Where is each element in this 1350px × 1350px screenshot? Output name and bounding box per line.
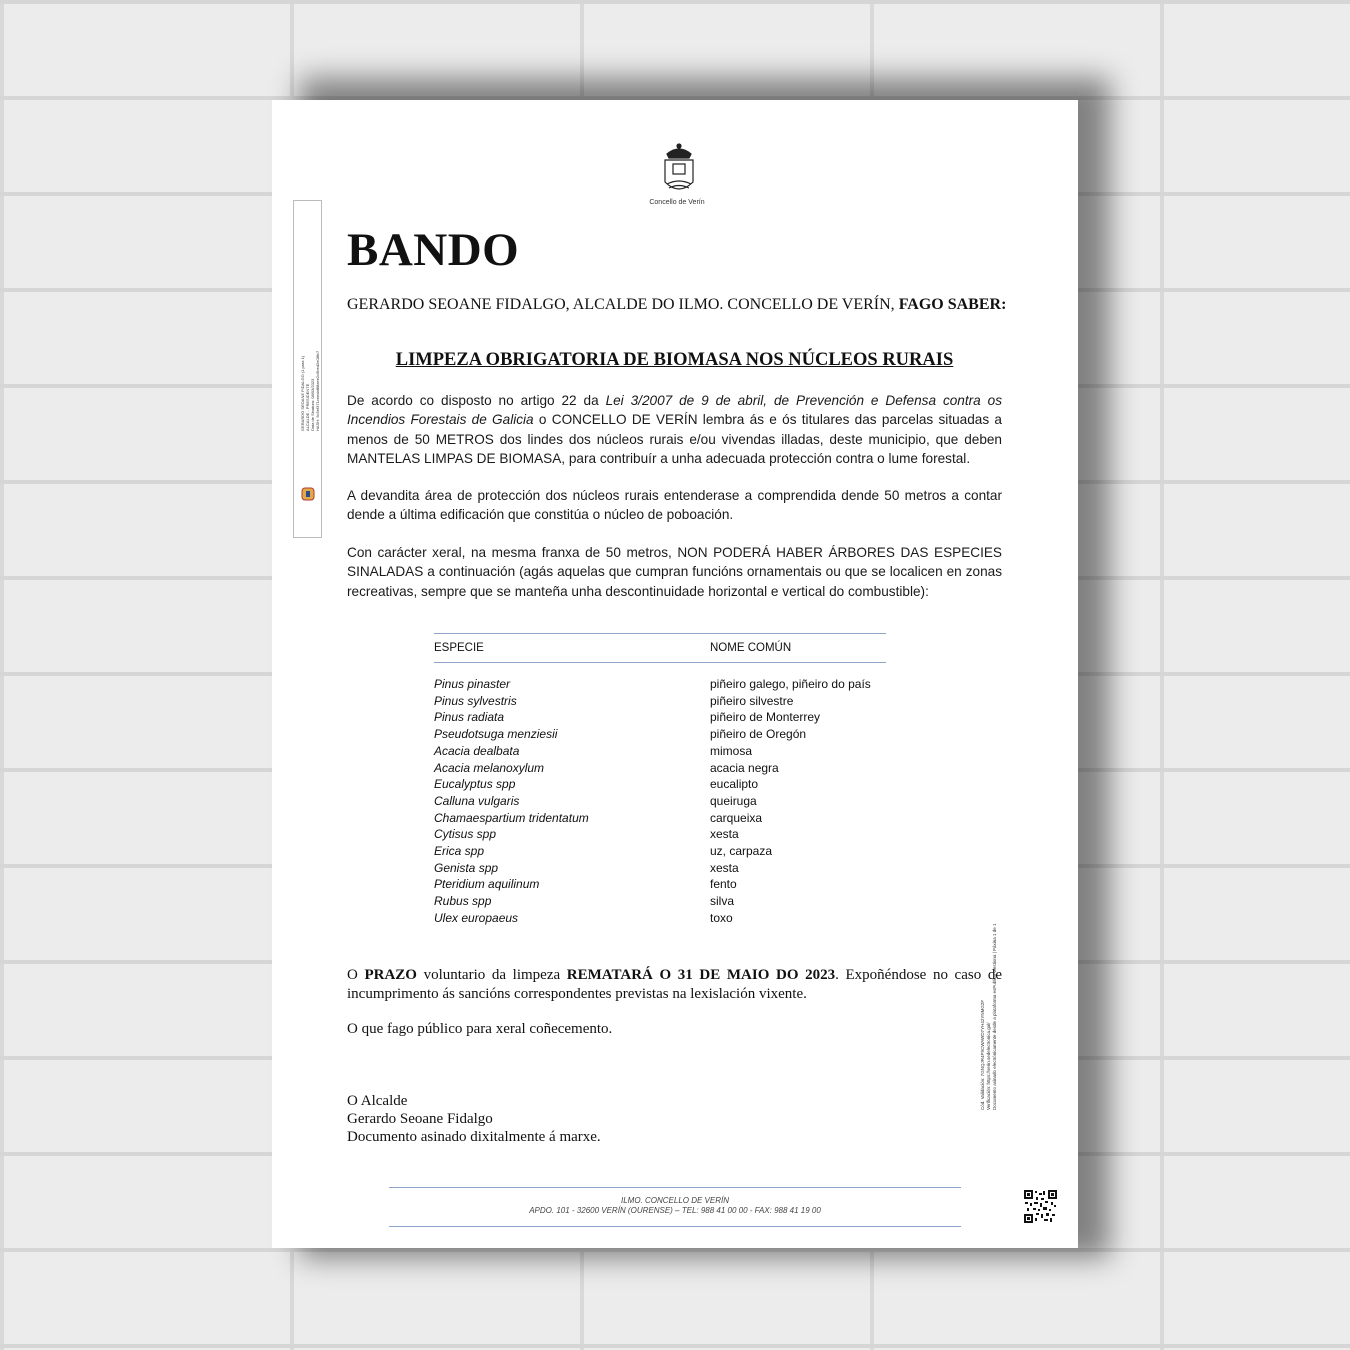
species-name: Calluna vulgaris [434, 793, 520, 808]
paragraph-species-rule: Con carácter xeral, na mesma franxa de 50 metros, NON PODERÁ HABER ÁRBORES DAS ESPECIES SINALADAS a continuación (agás aquelas que cumpran funcións ornamentais ou que se localicen en zonas recreativas, sempre que se manteña unha descontinuidade horizontal e vertical do combustible): [347, 545, 1002, 599]
species-name: Ulex europaeus [434, 910, 519, 925]
validation-text: Cód. Validación: 7GNQJR4P9CWAWD7YH42YNMG2F Verificación: https://verin.sedelectronica.gal/ Documento asinado electrónicamente desde a plataforma esPublico Gestiona | Páxina 1 de 1 [980, 923, 997, 1110]
species-name: Cytisus spp [434, 827, 497, 842]
species-name: Pinus sylvestris [434, 693, 517, 708]
common-name: toxo [710, 910, 733, 925]
common-name: piñeiro de Monterrey [710, 710, 821, 725]
species-table [434, 633, 886, 927]
table-row [434, 910, 886, 927]
species-name: Genista spp [434, 860, 499, 875]
table-row [434, 709, 886, 726]
species-name: Pteridium aquilinum [434, 877, 540, 892]
table-row [434, 860, 886, 877]
species-name: Pseudotsuga menziesii [434, 727, 558, 742]
qr-code-icon [1024, 1190, 1057, 1223]
common-name: piñeiro de Oregón [710, 727, 807, 742]
table-header: ESPECIE NOME COMÚN [434, 642, 792, 654]
signature-block: O Alcalde Gerardo Seoane Fidalgo Documento asinado dixitalmente á marxe. [347, 1093, 601, 1145]
signature-sidebar [293, 200, 322, 538]
declaration: GERARDO SEOANE FIDALGO, ALCALDE DO ILMO. CONCELLO DE VERÍN, FAGO SABER: [347, 296, 1007, 313]
species-name: Acacia melanoxylum [434, 760, 545, 775]
species-name: Chamaespartium tridentatum [434, 810, 589, 825]
paragraph-protection-area: A devandita área de protección dos núcleos rurais entenderase a comprendida dende 50 metros a contar dende a última edificación que constitúa o núcleo de poboación. [347, 488, 1002, 523]
crest-caption: Concello de Verín [649, 199, 705, 206]
common-name: piñeiro galego, piñeiro do país [710, 677, 871, 691]
table-row [434, 826, 886, 843]
common-name: piñeiro silvestre [710, 693, 794, 708]
closing-paragraph: O que fago público para xeral coñecemento. [347, 1021, 613, 1037]
table-row [434, 810, 886, 827]
footer: ILMO. CONCELLO DE VERÍN APDO. 101 - 32600 VERÍN (OURENSE) – TEL: 988 41 00 00 - FAX: 988 41 19 00 [389, 1187, 961, 1227]
common-name: eucalipto [710, 777, 759, 792]
table-row [434, 726, 886, 743]
concello-crest-icon [649, 140, 709, 200]
table-row [434, 876, 886, 893]
species-name: Eucalyptus spp [434, 777, 516, 792]
table-row [434, 893, 886, 910]
table-row [434, 793, 886, 810]
common-name: carqueixa [710, 810, 763, 825]
table-body [434, 663, 886, 927]
common-name: uz, carpaza [710, 844, 773, 859]
page-title: BANDO [347, 224, 520, 276]
table-row [434, 693, 886, 710]
common-name: xesta [710, 827, 739, 842]
table-row [434, 676, 886, 693]
common-name: acacia negra [710, 760, 779, 775]
species-name: Erica spp [434, 844, 485, 859]
table-row [434, 843, 886, 860]
table-row [434, 743, 886, 760]
species-name: Rubus spp [434, 894, 492, 909]
species-name: Pinus radiata [434, 710, 505, 725]
common-name: fento [710, 877, 737, 892]
signature-seal-icon [300, 486, 316, 502]
common-name: xesta [710, 860, 739, 875]
common-name: mimosa [710, 743, 753, 758]
table-row [434, 776, 886, 793]
table-row [434, 760, 886, 777]
common-name: silva [710, 894, 735, 909]
subject-heading: LIMPEZA OBRIGATORIA DE BIOMASA NOS NÚCLEOS RURAIS [395, 350, 954, 370]
paragraph-legal-basis: De acordo co disposto no artigo 22 da Lei 3/2007 de 9 de abril, de Prevención e Defensa contra os Incendios Forestais de Galicia o CONCELLO DE VERÍN lembra ás e ós titulares das parcelas situadas a menos de 50 METROS dos lindes dos núcleos rurais e/ou vivendas illadas, deste municipio, que deben MANTELAS LIMPAS DE BIOMASA, para contribuír a unha adecuada protección contra o lume forestal. [347, 393, 1002, 466]
species-name: Pinus pinaster [434, 677, 511, 691]
deadline-paragraph: O PRAZO voluntario da limpeza REMATARÁ O 31 DE MAIO DO 2023. Expoñéndose no caso de incumprimento ás sancións correspondentes previstas na lexislación vixente. [347, 967, 1002, 1002]
signature-details: GERARDO SEOANE FIDALGO (1 para 1) ALCALDE - PRESIDENTE Data de Sinatura: 08/03/2023 HASH: 5c5ef371ceedaf88aee2c6bed2e08fc7 [300, 350, 320, 431]
bando-document [272, 100, 1078, 1248]
species-name: Acacia dealbata [434, 743, 520, 758]
common-name: queiruga [710, 793, 757, 808]
